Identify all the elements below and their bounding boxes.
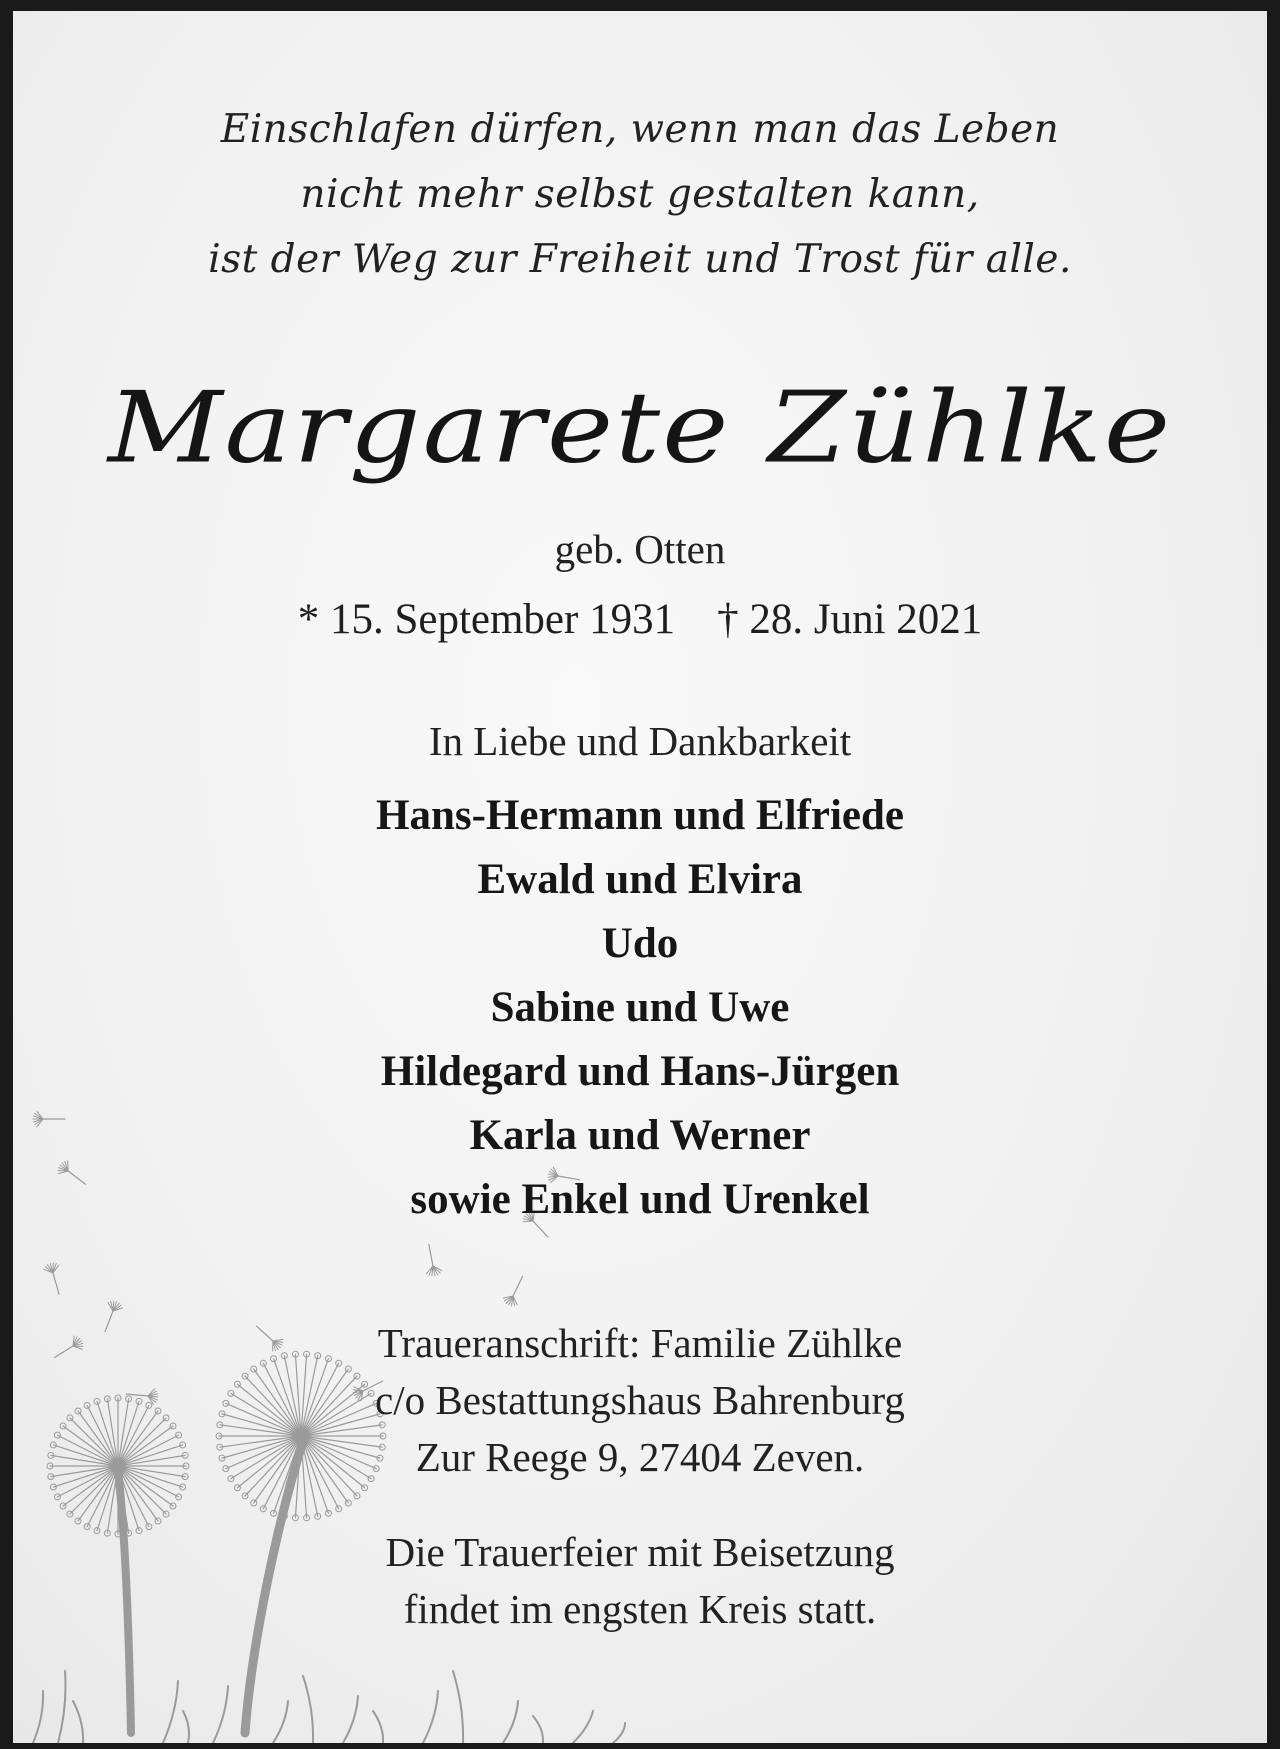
poem-line-2: nicht mehr selbst gestalten kann, xyxy=(300,172,980,217)
mourner-line: Hildegard und Hans-Jürgen xyxy=(380,1048,900,1095)
funeral-note-line: findet im engsten Kreis statt. xyxy=(403,1586,877,1632)
funeral-note-line: Die Trauerfeier mit Beisetzung xyxy=(385,1529,895,1575)
mourner-line: Karla und Werner xyxy=(469,1112,811,1159)
mourner-line: Udo xyxy=(601,920,679,967)
mourning-address-line: c/o Bestattungshaus Bahrenburg xyxy=(375,1377,905,1423)
mourner-line: Sabine und Uwe xyxy=(490,984,790,1031)
poem-line-3: ist der Weg zur Freiheit und Trost für alle. xyxy=(208,237,1072,282)
mourning-address-line: Traueranschrift: Familie Zühlke xyxy=(377,1320,903,1366)
closing-phrase: In Liebe und Dankbarkeit xyxy=(428,718,852,764)
poem-line-1: Einschlafen dürfen, wenn man das Leben xyxy=(220,107,1060,152)
mourner-line: Ewald und Elvira xyxy=(477,856,803,903)
birth-date: * 15. September 1931 xyxy=(297,596,676,643)
deceased-name: Margarete Zühlke xyxy=(107,370,1173,486)
mourner-line: Hans-Hermann und Elfriede xyxy=(376,792,904,839)
birth-name: geb. Otten xyxy=(554,526,726,572)
life-dates xyxy=(13,595,1267,644)
mourning-address-line: Zur Reege 9, 27404 Zeven. xyxy=(415,1434,865,1480)
mourner-line: sowie Enkel und Urenkel xyxy=(410,1176,870,1223)
death-date: † 28. Juni 2021 xyxy=(717,596,983,643)
